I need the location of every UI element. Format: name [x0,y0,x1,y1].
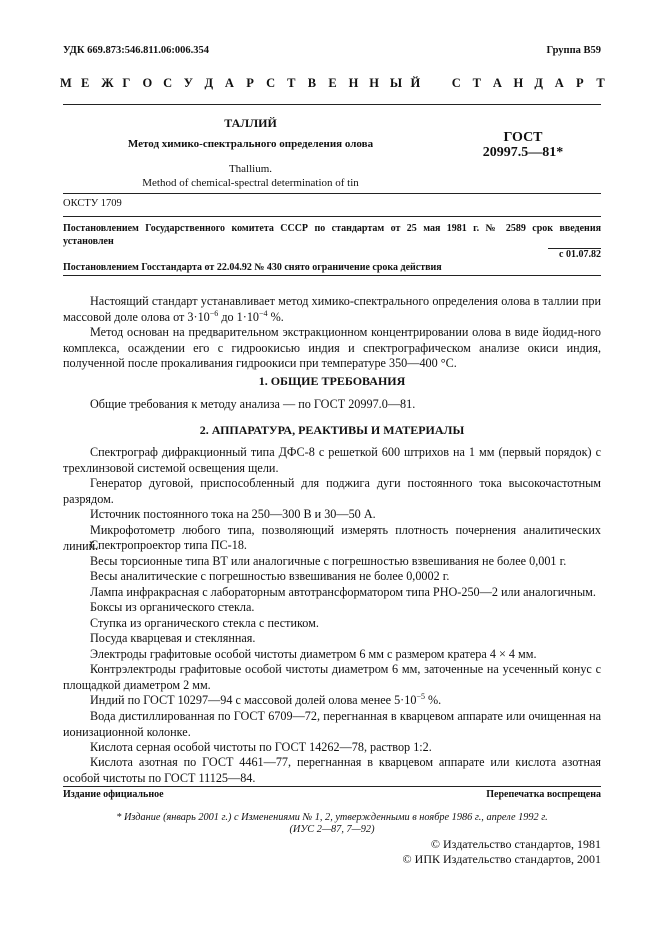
banner-letter: А [224,76,234,90]
banner-letter: Р [576,76,584,90]
rule-2 [63,193,601,194]
document-subtitle: Метод химико-спектрального определения олова [127,138,374,150]
banner-letter: С [163,76,173,90]
list-item: Генератор дуговой, приспособленный для поджига дуги постоянного тока высокочастотным разрядом. [63,476,601,506]
section-1-text: Общие требования к методу анализа — по ГОСТ 20997.0—81. [90,397,416,411]
footer-rule [63,786,601,787]
banner-letter: Д [534,76,543,90]
edition-note-2: (ИУС 2—87, 7—92) [289,824,375,835]
english-title-line2: Method of chemical-spectral determination of tin [142,177,359,189]
banner-letter: М [60,76,72,90]
decree-line2: установлен [63,236,114,247]
banner-letter: Т [287,76,296,90]
banner-letter: Е [328,76,337,90]
list-item: Посуда кварцевая и стеклянная. [90,631,256,645]
okstu-code: ОКСТУ 1709 [63,198,122,209]
intro-paragraph-1: Настоящий стандарт устанавливает метод химико-спектрального определения олова в таллии при массовой доле олова от $3\cdot 10^{-6}$ до $1\cdot 10^{-4}$ %. [63,294,601,324]
banner-letter: Т [596,76,605,90]
english-title-line1: Thallium. [228,163,273,175]
intro-paragraph-2: Метод основан на предварительном экстракционном концентрировании олова в виде йодид-ного комплекса, осаждении его с гидроокисью индия и спектрографическом анализе окиси индия, полученной после прокаливания гидроокиси при температуре 350—400 °С. [63,325,601,371]
list-item: Микрофотометр любого типа, позволяющий измерять плотность почернения аналитических линий. [63,523,601,553]
list-item: Весы торсионные типа ВТ или аналогичные с погрешностью взвешивания не более 0,001 г. [90,554,567,568]
list-item: Кислота серная особой чистоты по ГОСТ 14262—78, раствор 1:2. [90,740,432,754]
banner-letter: Р [246,76,254,90]
banner-letter: Д [204,76,214,90]
banner-letter: Н [369,76,379,90]
banner-letter: Ж [101,76,114,90]
list-item-indium: Индий по ГОСТ 10297—94 с массовой долей олова менее $5\cdot 10^{-5}$ %. [90,691,442,707]
section-2-heading: 2. АППАРАТУРА, РЕАКТИВЫ И МАТЕРИАЛЫ [199,423,465,437]
list-item: Спектропроектор типа ПС-18. [90,538,247,552]
document-title: ТАЛЛИЙ [224,116,277,130]
banner-letter: С [451,76,461,90]
rule-4 [63,275,601,276]
banner-letter: Н [348,76,359,90]
banner-letter: О [142,76,153,90]
banner-letter: Н [513,76,524,90]
list-item: Кислота азотная по ГОСТ 4461—77, перегнанная в кварцевом аппарате или кислота азотная особой чистоты по ГОСТ 11125—84. [63,755,601,785]
list-item: Вода дистиллированная по ГОСТ 6709—72, перегнанная в кварцевом аппарате или очищенная на ионизационной колонке. [63,709,601,739]
copyright-1981: © Издательство стандартов, 1981 [430,837,601,851]
list-item: Боксы из органического стекла. [90,600,255,614]
banner-letter: В [307,76,317,90]
list-item: Весы аналитические с погрешностью взвешивания не более 0,0002 г. [90,569,450,583]
decree-line1: Постановлением Государственного комитета СССР по стандартам от 25 мая 1981 г. № 2589 срок введения [63,223,601,234]
section-1-heading: 1. ОБЩИЕ ТРЕБОВАНИЯ [258,374,406,388]
reprint-prohibited: Перепечатка воспрещена [486,789,601,800]
official-edition: Издание официальное [63,789,164,800]
gost-number: 20997.5—81* [482,145,564,160]
standard-banner [60,76,605,94]
list-item: Источник постоянного тока на 250—300 В и 30—50 А. [90,507,376,521]
banner-letter: Й [410,76,421,90]
list-item: Ступка из органического стекла с пестиком. [90,616,319,630]
banner-letter: С [266,76,276,90]
banner-letter: Ы [389,76,403,90]
list-item: Электроды графитовые особой чистоты диаметром 6 мм с размером кратера 4 × 4 мм. [90,647,537,661]
gost-label: ГОСТ [503,130,543,145]
list-item: Контрэлектроды графитовые особой чистоты диаметром 6 мм, заточенные на усеченный конус с площадкой диаметром 2 мм. [63,662,601,692]
banner-letter: Е [80,76,90,90]
decree-line3: Постановлением Госстандарта от 22.04.92 № 430 снято ограничение срока действия [63,262,442,273]
banner-letter: У [183,76,193,90]
effective-date: с 01.07.82 [559,249,601,260]
banner-letter: Т [472,76,481,90]
rule-3 [63,216,601,217]
banner-letter: Г [122,76,131,90]
top-rule [63,104,601,105]
udk-code: УДК 669.873:546.811.06:006.354 [63,45,210,56]
list-item: Спектрограф дифракционный типа ДФС-8 с решеткой 600 штрихов на 1 мм (первый порядок) с трехлинзовой системой освещения щели. [63,445,601,475]
banner-letter: А [554,76,564,90]
edition-note-1: * Издание (январь 2001 г.) с Изменениями № 1, 2, утвержденными в ноябре 1986 г., апреле 1992 г. [116,812,548,823]
banner-letter: А [492,76,502,90]
group-code: Группа В59 [546,45,601,56]
copyright-2001: © ИПК Издательство стандартов, 2001 [402,852,601,866]
list-item: Лампа инфракрасная с лабораторным автотрансформатором типа РНО-250—2 или аналогичным. [90,585,596,599]
